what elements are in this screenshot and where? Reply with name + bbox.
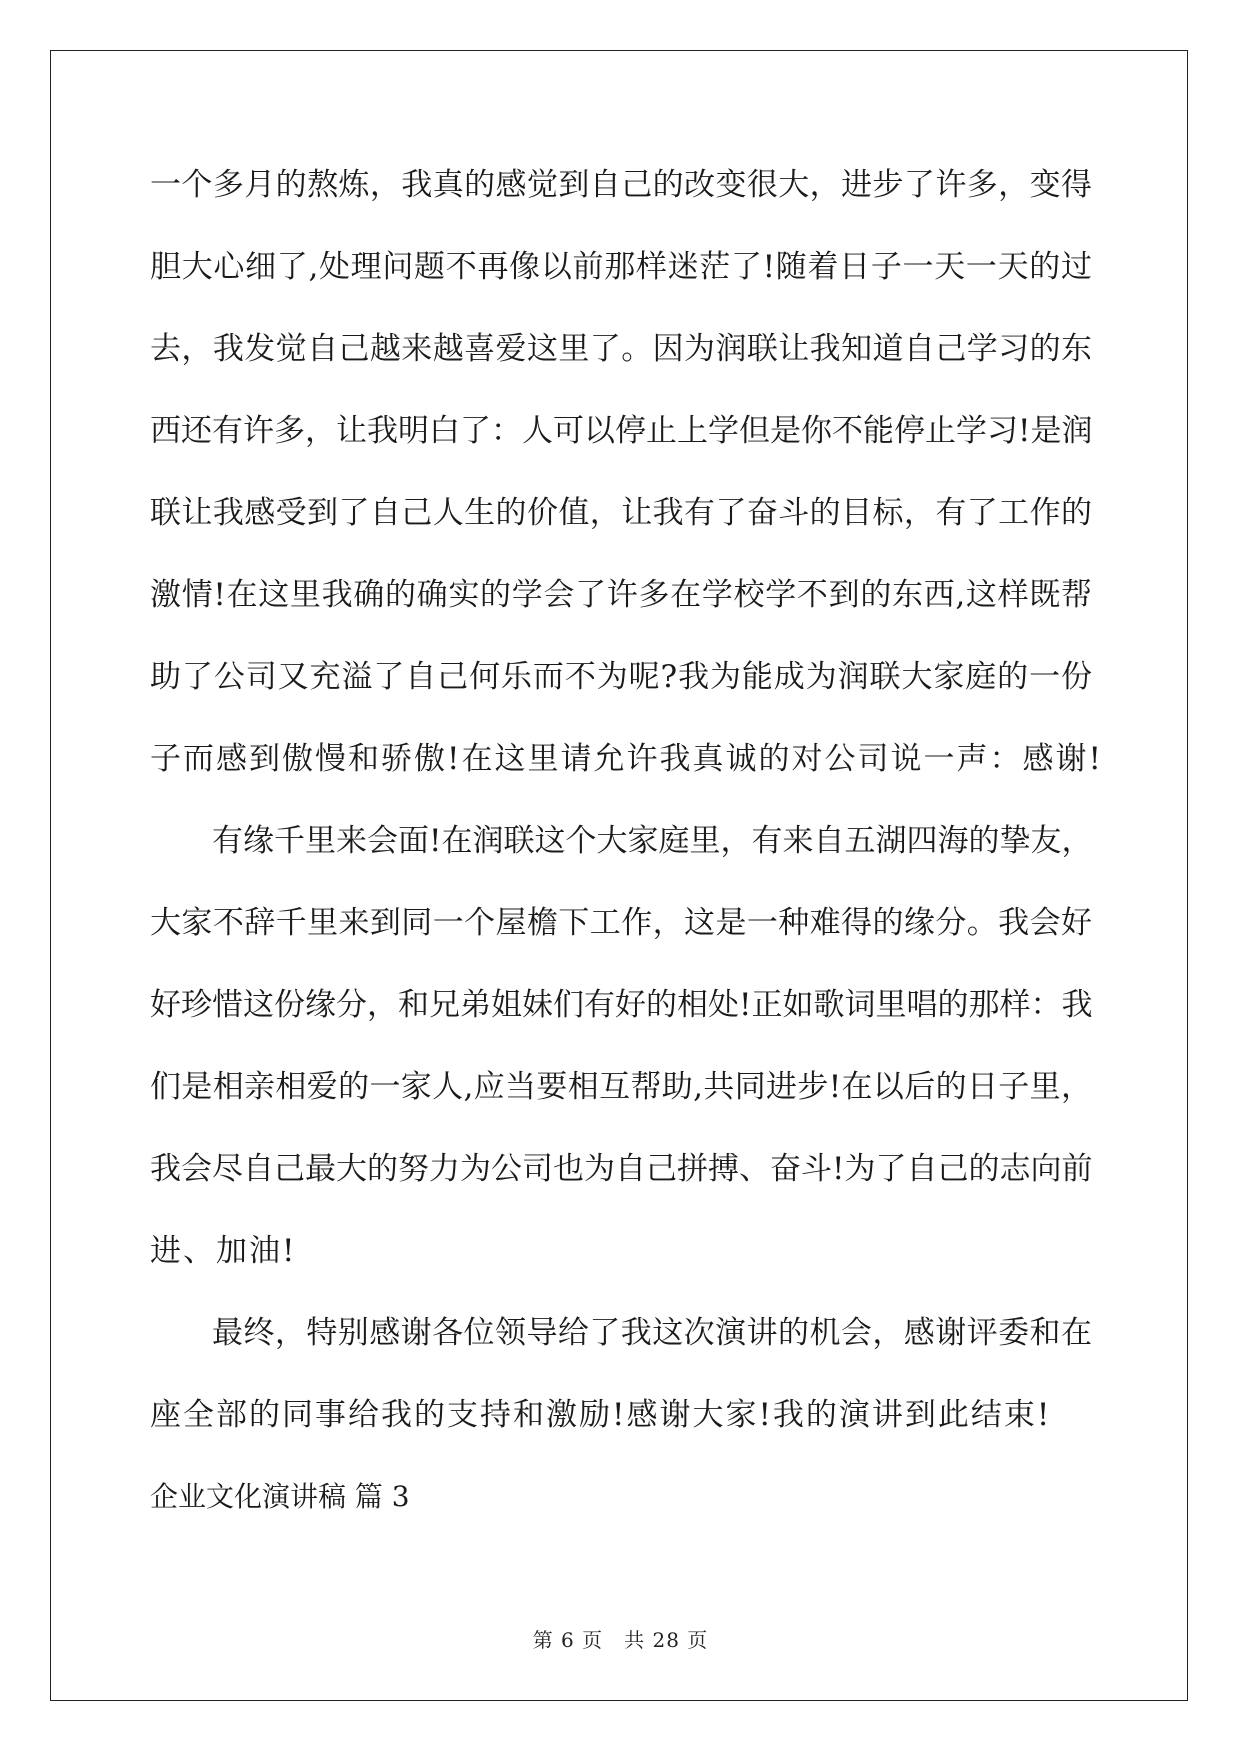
body-line-3: 去，我发觉自己越来越喜爱这里了。因为润联让我知道自己学习的东 bbox=[150, 331, 1092, 367]
body-line-11: 好珍惜这份缘分，和兄弟姐妹们有好的相处!正如歌词里唱的那样：我 bbox=[150, 987, 1093, 1023]
body-line-4: 西还有许多，让我明白了：人可以停止上学但是你不能停止学习!是润 bbox=[150, 413, 1093, 449]
body-line-13: 我会尽自己最大的努力为公司也为自己拼搏、奋斗!为了自己的志向前 bbox=[150, 1151, 1093, 1187]
body-line-12: 们是相亲相爱的一家人,应当要相互帮助,共同进步!在以后的日子里， bbox=[150, 1069, 1092, 1105]
body-line-16: 座全部的同事给我的支持和激励!感谢大家!我的演讲到此结束! bbox=[150, 1397, 1052, 1433]
body-line-2: 胆大心细了,处理问题不再像以前那样迷茫了!随着日子一天一天的过 bbox=[150, 249, 1092, 285]
body-line-15: 最终，特别感谢各位领导给了我这次演讲的机会，感谢评委和在 bbox=[212, 1315, 1092, 1351]
body-line-5: 联让我感受到了自己人生的价值，让我有了奋斗的目标，有了工作的 bbox=[150, 495, 1092, 531]
page-number-footer: 第 6 页 共 28 页 bbox=[532, 1628, 709, 1652]
section-heading: 企业文化演讲稿 篇 3 bbox=[150, 1480, 410, 1513]
body-line-14: 进、加油! bbox=[150, 1233, 297, 1269]
document-body bbox=[150, 165, 1103, 1559]
body-line-9: 有缘千里来会面!在润联这个大家庭里，有来自五湖四海的挚友， bbox=[212, 823, 1093, 859]
body-line-6: 激情!在这里我确的确实的学会了许多在学校学不到的东西,这样既帮 bbox=[150, 577, 1092, 613]
body-line-8: 子而感到傲慢和骄傲!在这里请允许我真诚的对公司说一声：感谢! bbox=[150, 741, 1103, 777]
body-line-1: 一个多月的熬炼，我真的感觉到自己的改变很大，进步了许多，变得 bbox=[150, 167, 1092, 203]
body-line-10: 大家不辞千里来到同一个屋檐下工作，这是一种难得的缘分。我会好 bbox=[150, 905, 1092, 941]
body-line-7: 助了公司又充溢了自己何乐而不为呢?我为能成为润联大家庭的一份 bbox=[150, 659, 1092, 695]
